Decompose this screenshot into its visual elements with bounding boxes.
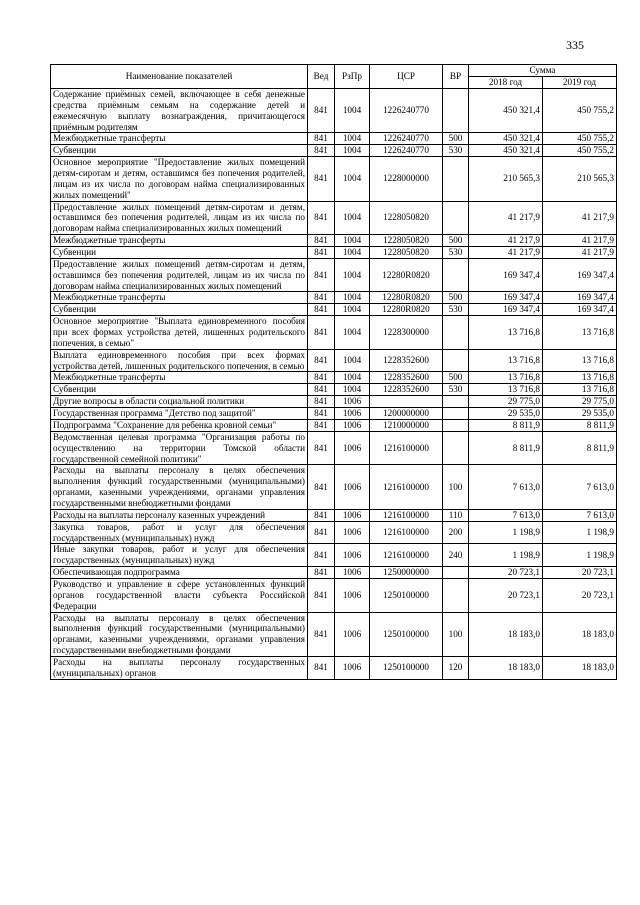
row-csr: 12280R0820 xyxy=(370,304,443,316)
row-ved: 841 xyxy=(308,201,335,235)
row-ved: 841 xyxy=(308,544,335,567)
table-row xyxy=(51,247,617,259)
row-sum-2019: 210 565,3 xyxy=(543,157,617,201)
row-rzpr: 1004 xyxy=(335,145,370,157)
row-csr: 1210000000 xyxy=(370,419,443,431)
row-sum-2018: 20 723,1 xyxy=(469,567,543,579)
row-name: Обеспечивающая подпрограмма xyxy=(51,567,308,579)
row-sum-2018: 1 198,9 xyxy=(469,521,543,544)
row-name: Иные закупки товаров, работ и услуг для обеспечения государственных (муниципальных) нужд xyxy=(51,544,308,567)
row-csr xyxy=(370,396,443,408)
row-rzpr: 1004 xyxy=(335,316,370,350)
row-ved: 841 xyxy=(308,292,335,304)
table-row xyxy=(51,258,617,292)
row-sum-2018: 29 535,0 xyxy=(469,408,543,420)
row-vr: 500 xyxy=(443,292,469,304)
row-ved: 841 xyxy=(308,656,335,679)
table-row xyxy=(51,567,617,579)
row-name: Расходы на выплаты персоналу в целях обеспечения выполнения функций государственными (муниципальными) органами, казенными учреждениями, органами управления государственными внебюджетными фондами xyxy=(51,612,308,656)
row-rzpr: 1004 xyxy=(335,201,370,235)
row-csr: 1216100000 xyxy=(370,521,443,544)
row-ved: 841 xyxy=(308,372,335,384)
row-csr: 1228050820 xyxy=(370,247,443,259)
row-sum-2018: 1 198,9 xyxy=(469,544,543,567)
table-row xyxy=(51,157,617,201)
row-sum-2019: 18 183,0 xyxy=(543,612,617,656)
row-name: Подпрограмма "Сохранение для ребенка кровной семьи" xyxy=(51,419,308,431)
row-vr xyxy=(443,419,469,431)
row-sum-2019: 8 811,9 xyxy=(543,419,617,431)
row-ved: 841 xyxy=(308,419,335,431)
table-row xyxy=(51,578,617,612)
row-sum-2019: 41 217,9 xyxy=(543,201,617,235)
header-csr: ЦСР xyxy=(370,65,443,89)
table-row xyxy=(51,465,617,509)
row-sum-2019: 8 811,9 xyxy=(543,431,617,465)
table-row xyxy=(51,656,617,679)
row-vr xyxy=(443,201,469,235)
row-vr xyxy=(443,396,469,408)
row-ved: 841 xyxy=(308,316,335,350)
row-sum-2018: 169 347,4 xyxy=(469,304,543,316)
row-vr xyxy=(443,408,469,420)
row-ved: 841 xyxy=(308,157,335,201)
row-rzpr: 1004 xyxy=(335,157,370,201)
row-name: Ведомственная целевая программа "Организация работы по осуществлению на территории Томской области государственной семейной политики" xyxy=(51,431,308,465)
header-vr: ВР xyxy=(443,65,469,89)
row-sum-2018: 41 217,9 xyxy=(469,235,543,247)
row-name: Межбюджетные трансферты xyxy=(51,292,308,304)
row-sum-2018: 210 565,3 xyxy=(469,157,543,201)
table-row xyxy=(51,612,617,656)
row-sum-2018: 8 811,9 xyxy=(469,419,543,431)
row-sum-2019: 169 347,4 xyxy=(543,304,617,316)
row-rzpr: 1004 xyxy=(335,247,370,259)
row-name: Межбюджетные трансферты xyxy=(51,372,308,384)
table-row xyxy=(51,396,617,408)
row-ved: 841 xyxy=(308,612,335,656)
table-row xyxy=(51,509,617,521)
row-csr: 1228300000 xyxy=(370,316,443,350)
row-sum-2018: 41 217,9 xyxy=(469,201,543,235)
table-row xyxy=(51,316,617,350)
row-rzpr: 1004 xyxy=(335,292,370,304)
header-rzpr: РзПр xyxy=(335,65,370,89)
row-csr: 1200000000 xyxy=(370,408,443,420)
row-csr: 1226240770 xyxy=(370,133,443,145)
row-ved: 841 xyxy=(308,384,335,396)
row-csr: 1216100000 xyxy=(370,431,443,465)
row-name: Закупка товаров, работ и услуг для обеспечения государственных (муниципальных) нужд xyxy=(51,521,308,544)
row-csr: 1250100000 xyxy=(370,578,443,612)
row-rzpr: 1004 xyxy=(335,372,370,384)
row-sum-2019: 7 613,0 xyxy=(543,465,617,509)
row-sum-2018: 13 716,8 xyxy=(469,372,543,384)
table-row xyxy=(51,372,617,384)
row-sum-2018: 13 716,8 xyxy=(469,384,543,396)
row-csr: 1216100000 xyxy=(370,544,443,567)
row-sum-2019: 169 347,4 xyxy=(543,258,617,292)
row-ved: 841 xyxy=(308,396,335,408)
row-rzpr: 1006 xyxy=(335,465,370,509)
row-csr: 1250100000 xyxy=(370,656,443,679)
row-vr xyxy=(443,89,469,133)
row-sum-2018: 450 321,4 xyxy=(469,145,543,157)
row-vr xyxy=(443,578,469,612)
row-csr: 1228000000 xyxy=(370,157,443,201)
row-sum-2018: 450 321,4 xyxy=(469,133,543,145)
row-vr: 530 xyxy=(443,384,469,396)
row-sum-2019: 20 723,1 xyxy=(543,578,617,612)
row-sum-2018: 20 723,1 xyxy=(469,578,543,612)
row-name: Основное мероприятие "Предоставление жилых помещений детям-сиротам и детям, оставшимся без попечения родителей, лицам из их числа по договорам найма специализированных жилых помещений" xyxy=(51,157,308,201)
table-row xyxy=(51,521,617,544)
row-name: Субвенции xyxy=(51,145,308,157)
row-name: Межбюджетные трансферты xyxy=(51,235,308,247)
table-row xyxy=(51,133,617,145)
row-sum-2019: 450 755,2 xyxy=(543,133,617,145)
row-sum-2018: 8 811,9 xyxy=(469,431,543,465)
row-rzpr: 1006 xyxy=(335,521,370,544)
row-sum-2019: 13 716,8 xyxy=(543,349,617,372)
row-name: Выплата единовременного пособия при всех формах устройства детей, лишенных родительского попечения, в семью xyxy=(51,349,308,372)
row-name: Расходы на выплаты персоналу в целях обеспечения выполнения функций государственными (муниципальными) органами, казенными учреждениями, органами управления государственными внебюджетными фондами xyxy=(51,465,308,509)
row-sum-2019: 7 613,0 xyxy=(543,509,617,521)
row-sum-2019: 450 755,2 xyxy=(543,89,617,133)
row-vr: 200 xyxy=(443,521,469,544)
row-csr: 1228352600 xyxy=(370,384,443,396)
row-sum-2018: 18 183,0 xyxy=(469,612,543,656)
table-row xyxy=(51,384,617,396)
row-csr: 12280R0820 xyxy=(370,258,443,292)
row-sum-2018: 7 613,0 xyxy=(469,465,543,509)
row-sum-2019: 13 716,8 xyxy=(543,384,617,396)
row-sum-2018: 450 321,4 xyxy=(469,89,543,133)
row-rzpr: 1004 xyxy=(335,349,370,372)
row-sum-2018: 13 716,8 xyxy=(469,316,543,350)
row-csr: 1250000000 xyxy=(370,567,443,579)
row-sum-2018: 7 613,0 xyxy=(469,509,543,521)
row-vr xyxy=(443,157,469,201)
row-ved: 841 xyxy=(308,521,335,544)
row-csr: 1216100000 xyxy=(370,509,443,521)
row-sum-2019: 13 716,8 xyxy=(543,372,617,384)
row-ved: 841 xyxy=(308,465,335,509)
row-rzpr: 1006 xyxy=(335,612,370,656)
row-rzpr: 1006 xyxy=(335,578,370,612)
row-sum-2019: 1 198,9 xyxy=(543,521,617,544)
row-sum-2019: 41 217,9 xyxy=(543,247,617,259)
row-ved: 841 xyxy=(308,89,335,133)
row-rzpr: 1006 xyxy=(335,509,370,521)
row-name: Предоставление жилых помещений детям-сиротам и детям, оставшимся без попечения родителей, лицам из их числа по договорам найма специализированных жилых помещений xyxy=(51,258,308,292)
row-rzpr: 1006 xyxy=(335,431,370,465)
header-2018: 2018 год xyxy=(469,77,543,89)
table-row xyxy=(51,145,617,157)
row-ved: 841 xyxy=(308,258,335,292)
row-name: Расходы на выплаты персоналу казенных учреждений xyxy=(51,509,308,521)
row-ved: 841 xyxy=(308,349,335,372)
row-sum-2019: 13 716,8 xyxy=(543,316,617,350)
row-rzpr: 1004 xyxy=(335,235,370,247)
row-name: Содержание приёмных семей, включающее в себя денежные средства приёмным семьям на содержание детей и ежемесячную выплату вознаграждения, причитающегося приёмным родителям xyxy=(51,89,308,133)
header-sum: Сумма xyxy=(469,65,617,77)
row-sum-2018: 13 716,8 xyxy=(469,349,543,372)
row-vr xyxy=(443,316,469,350)
row-sum-2019: 41 217,9 xyxy=(543,235,617,247)
row-vr: 500 xyxy=(443,372,469,384)
row-ved: 841 xyxy=(308,235,335,247)
row-rzpr: 1004 xyxy=(335,133,370,145)
row-sum-2018: 18 183,0 xyxy=(469,656,543,679)
row-vr: 110 xyxy=(443,509,469,521)
row-sum-2018: 41 217,9 xyxy=(469,247,543,259)
header-ved: Вед xyxy=(308,65,335,89)
row-ved: 841 xyxy=(308,408,335,420)
row-rzpr: 1006 xyxy=(335,567,370,579)
row-sum-2019: 169 347,4 xyxy=(543,292,617,304)
row-name: Государственная программа "Детство под защитой" xyxy=(51,408,308,420)
row-csr: 12280R0820 xyxy=(370,292,443,304)
row-rzpr: 1006 xyxy=(335,544,370,567)
row-vr: 240 xyxy=(443,544,469,567)
row-csr: 1226240770 xyxy=(370,145,443,157)
row-name: Субвенции xyxy=(51,247,308,259)
row-rzpr: 1004 xyxy=(335,89,370,133)
row-vr: 500 xyxy=(443,133,469,145)
row-rzpr: 1004 xyxy=(335,384,370,396)
row-ved: 841 xyxy=(308,145,335,157)
table-row xyxy=(51,201,617,235)
row-sum-2018: 29 775,0 xyxy=(469,396,543,408)
row-vr xyxy=(443,431,469,465)
row-vr xyxy=(443,567,469,579)
table-row xyxy=(51,89,617,133)
row-name: Другие вопросы в области социальной политики xyxy=(51,396,308,408)
row-vr: 100 xyxy=(443,612,469,656)
row-name: Руководство и управление в сфере установленных функций органов государственной власти субъекта Российской Федерации xyxy=(51,578,308,612)
page-number: 335 xyxy=(566,38,584,52)
row-vr: 100 xyxy=(443,465,469,509)
row-ved: 841 xyxy=(308,509,335,521)
row-ved: 841 xyxy=(308,567,335,579)
row-vr: 530 xyxy=(443,145,469,157)
row-sum-2019: 18 183,0 xyxy=(543,656,617,679)
row-sum-2019: 450 755,2 xyxy=(543,145,617,157)
row-name: Основное мероприятие "Выплата единовременного пособия при всех формах устройства детей, лишенных родительского попечения, в семью" xyxy=(51,316,308,350)
row-csr: 1228352600 xyxy=(370,372,443,384)
header-name: Наименование показателей xyxy=(51,65,308,89)
row-name: Предоставление жилых помещений детям-сиротам и детям, оставшимся без попечения родителей, лицам из их числа по договорам найма специализированных жилых помещений xyxy=(51,201,308,235)
row-vr: 120 xyxy=(443,656,469,679)
row-vr: 500 xyxy=(443,235,469,247)
row-name: Расходы на выплаты персоналу государственных (муниципальных) органов xyxy=(51,656,308,679)
row-sum-2018: 169 347,4 xyxy=(469,292,543,304)
row-name: Межбюджетные трансферты xyxy=(51,133,308,145)
header-2019: 2019 год xyxy=(543,77,617,89)
row-ved: 841 xyxy=(308,304,335,316)
row-csr: 1250100000 xyxy=(370,612,443,656)
row-ved: 841 xyxy=(308,431,335,465)
row-sum-2019: 29 535,0 xyxy=(543,408,617,420)
table-row xyxy=(51,304,617,316)
row-sum-2019: 20 723,1 xyxy=(543,567,617,579)
row-vr: 530 xyxy=(443,247,469,259)
row-ved: 841 xyxy=(308,247,335,259)
row-csr: 1228050820 xyxy=(370,201,443,235)
row-csr: 1228050820 xyxy=(370,235,443,247)
table-row xyxy=(51,408,617,420)
row-vr: 530 xyxy=(443,304,469,316)
row-vr xyxy=(443,349,469,372)
table-row xyxy=(51,419,617,431)
budget-table xyxy=(50,64,617,680)
table-row xyxy=(51,544,617,567)
row-sum-2018: 169 347,4 xyxy=(469,258,543,292)
row-csr: 1226240770 xyxy=(370,89,443,133)
table-row xyxy=(51,235,617,247)
row-rzpr: 1006 xyxy=(335,419,370,431)
table-row xyxy=(51,431,617,465)
row-rzpr: 1004 xyxy=(335,304,370,316)
row-csr: 1216100000 xyxy=(370,465,443,509)
row-name: Субвенции xyxy=(51,304,308,316)
row-name: Субвенции xyxy=(51,384,308,396)
row-rzpr: 1004 xyxy=(335,258,370,292)
row-sum-2019: 29 775,0 xyxy=(543,396,617,408)
row-rzpr: 1006 xyxy=(335,408,370,420)
table-row xyxy=(51,349,617,372)
row-csr: 1228352600 xyxy=(370,349,443,372)
row-ved: 841 xyxy=(308,578,335,612)
row-vr xyxy=(443,258,469,292)
row-sum-2019: 1 198,9 xyxy=(543,544,617,567)
row-rzpr: 1006 xyxy=(335,396,370,408)
table-row xyxy=(51,292,617,304)
row-ved: 841 xyxy=(308,133,335,145)
row-rzpr: 1006 xyxy=(335,656,370,679)
